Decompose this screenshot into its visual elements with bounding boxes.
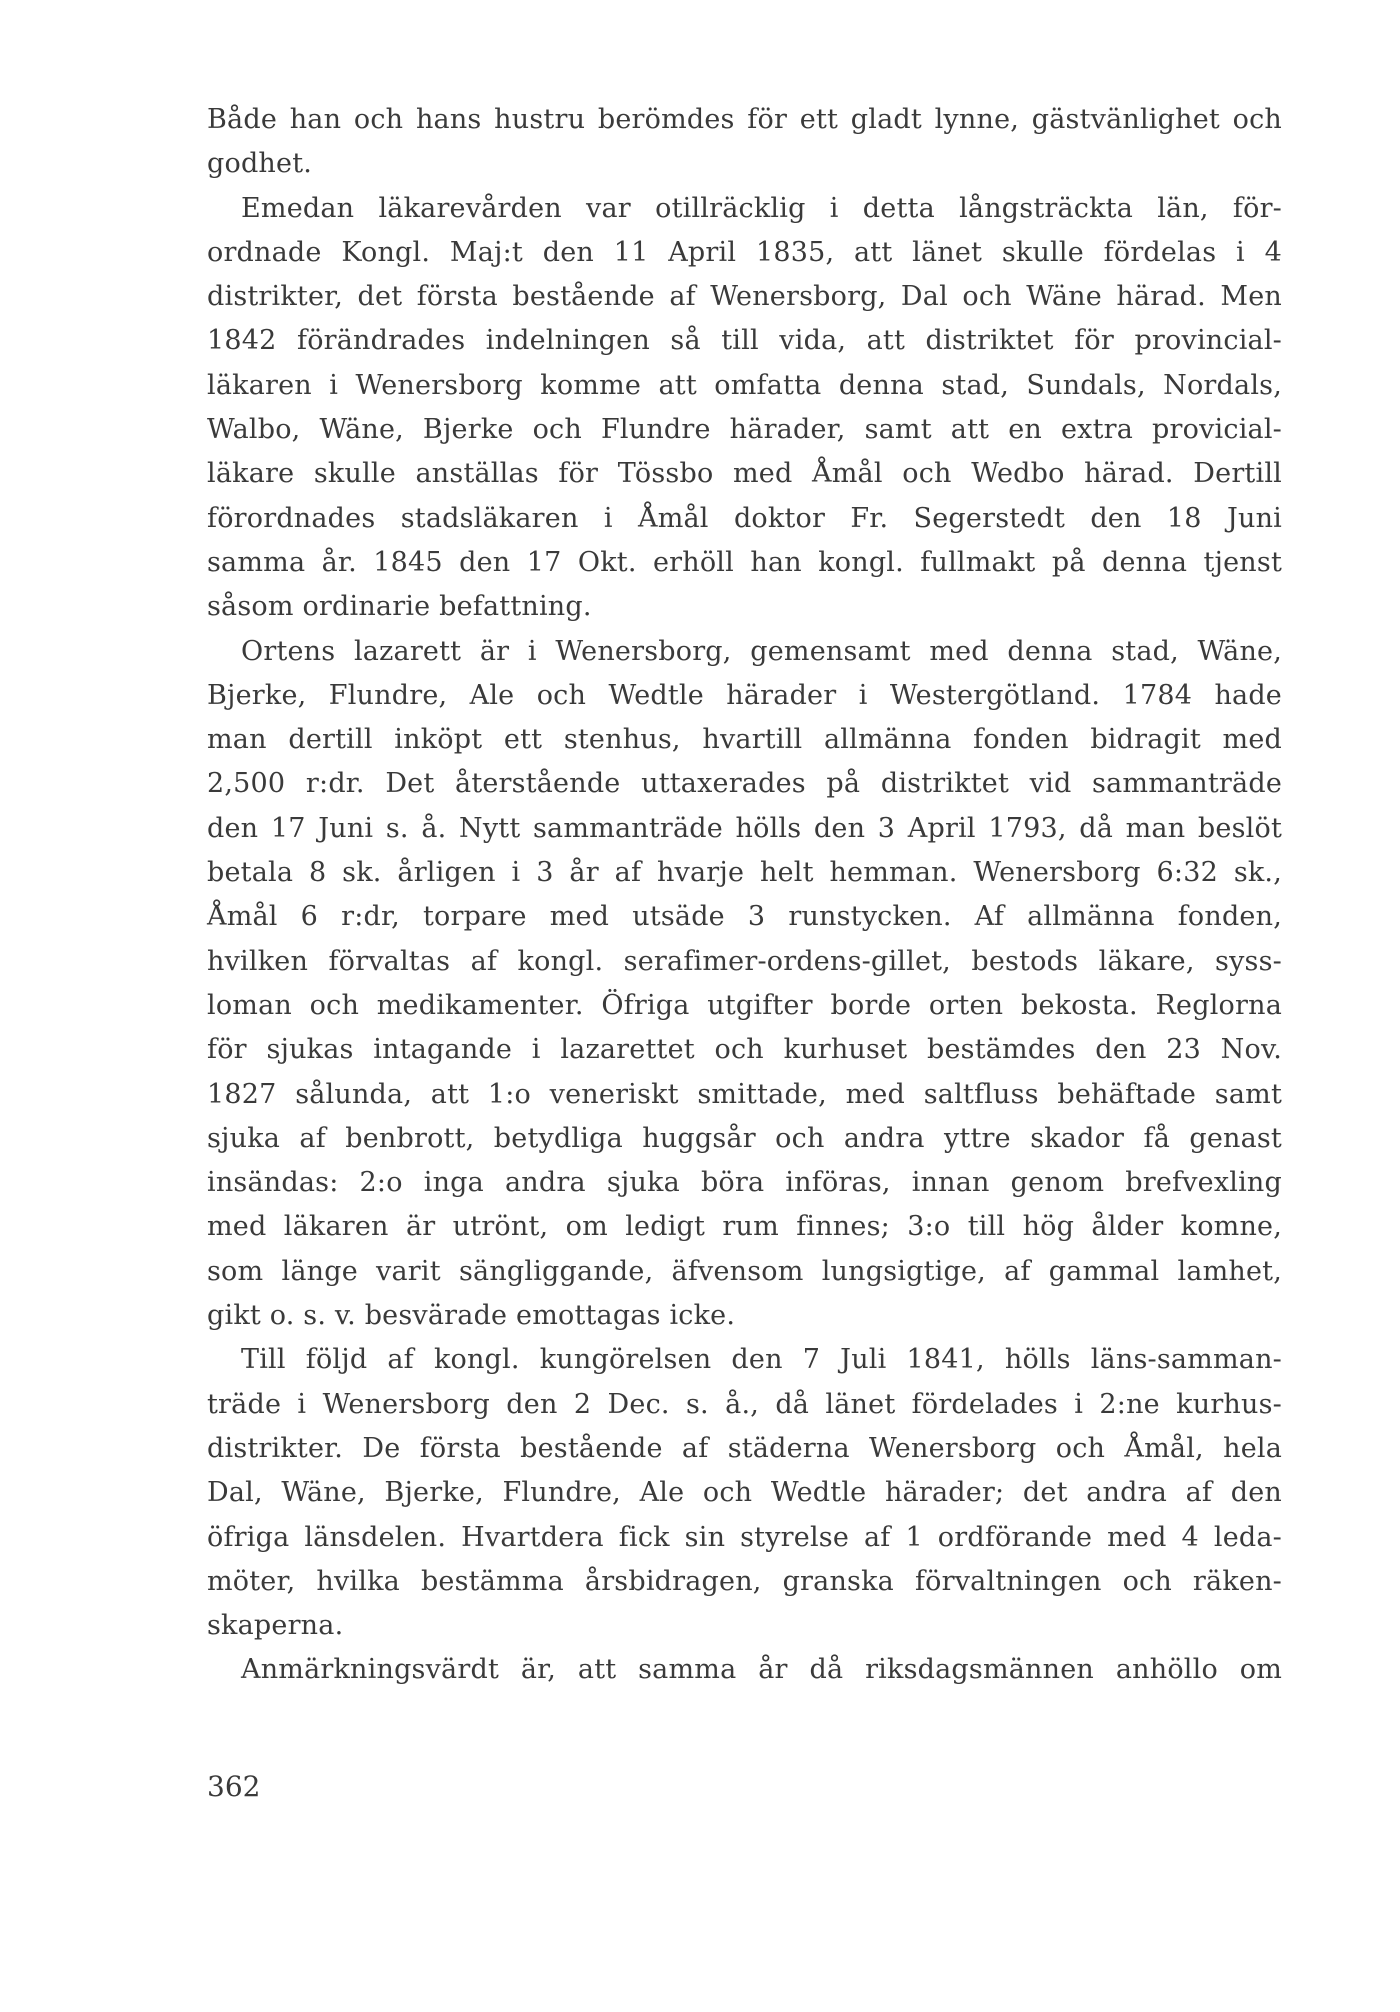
text-line: Walbo, Wäne, Bjerke och Flundre härader, samt att en extra provicial- [207,414,1282,446]
text-line: samma år. 1845 den 17 Okt. erhöll han kongl. fullmakt på denna tjenst [207,546,1282,578]
text-line: Åmål 6 r:dr, torpare med utsäde 3 runstycken. Af allmänna fonden, [207,901,1282,933]
text-line: träde i Wenersborg den 2 Dec. s. å., då länet fördelades i 2:ne kurhus- [207,1388,1282,1420]
text-line: insändas: 2:o inga andra sjuka böra införas, innan genom brefvexling [207,1167,1282,1199]
text-line: 2,500 r:dr. Det återstående uttaxerades på distriktet vid sammanträde [207,768,1282,800]
text-line: Ortens lazarett är i Wenersborg, gemensamt med denna stad, Wäne, [241,635,1282,667]
text-line: betala 8 sk. årligen i 3 år af hvarje helt hemman. Wenersborg 6:32 sk., [207,857,1282,889]
text-line: förordnades stadsläkaren i Åmål doktor Fr. Segerstedt den 18 Juni [207,502,1282,534]
text-line: skaperna. [207,1610,344,1642]
text-line: möter, hvilka bestämma årsbidragen, granska förvaltningen och räken- [207,1565,1282,1597]
body-text [207,98,1282,1693]
text-line: sjuka af benbrott, betydliga huggsår och andra yttre skador få genast [207,1122,1282,1154]
text-line: med läkaren är utrönt, om ledigt rum finnes; 3:o till hög ålder komne, [207,1211,1282,1243]
text-line: som länge varit sängliggande, äfvensom lungsigtige, af gammal lamhet, [207,1255,1282,1287]
text-line: såsom ordinarie befattning. [207,591,592,623]
text-line: 1827 sålunda, att 1:o veneriskt smittade, med saltfluss behäftade samt [207,1078,1282,1110]
text-line: 1842 förändrades indelningen så till vida, att distriktet för provincial- [207,325,1282,357]
text-line: gikt o. s. v. besvärade emottagas icke. [207,1300,736,1332]
text-line: för sjukas intagande i lazarettet och kurhuset bestämdes den 23 Nov. [207,1034,1282,1066]
text-line: ordnade Kongl. Maj:t den 11 April 1835, att länet skulle fördelas i 4 [207,236,1282,268]
text-line: distrikter, det första bestående af Wenersborg, Dal och Wäne härad. Men [207,281,1282,313]
text-line: loman och medikamenter. Öfriga utgifter borde orten bekosta. Reglorna [207,989,1282,1021]
text-line: man dertill inköpt ett stenhus, hvartill allmänna fonden bidragit med [207,724,1282,756]
text-line: läkare skulle anställas för Tössbo med Åmål och Wedbo härad. Dertill [207,458,1282,490]
text-line: öfriga länsdelen. Hvartdera fick sin styrelse af 1 ordförande med 4 leda- [207,1521,1282,1553]
text-line: Till följd af kongl. kungörelsen den 7 Juli 1841, hölls läns-samman- [241,1344,1282,1376]
text-line: den 17 Juni s. å. Nytt sammanträde hölls den 3 April 1793, då man beslöt [207,812,1282,844]
text-line: Anmärkningsvärdt är, att samma år då riksdagsmännen anhöllo om [241,1654,1282,1686]
text-line: läkaren i Wenersborg komme att omfatta denna stad, Sundals, Nordals, [207,369,1282,401]
text-line: hvilken förvaltas af kongl. serafimer-ordens-gillet, bestods läkare, syss- [207,945,1282,977]
text-line: Emedan läkarevården var otillräcklig i detta långsträckta län, för- [241,192,1282,224]
text-line: Dal, Wäne, Bjerke, Flundre, Ale och Wedtle härader; det andra af den [207,1477,1282,1509]
text-line: Bjerke, Flundre, Ale och Wedtle härader i Westergötland. 1784 hade [207,679,1282,711]
text-line: godhet. [207,148,313,180]
text-line: distrikter. De första bestående af städerna Wenersborg och Åmål, hela [207,1432,1282,1464]
page-number: 362 [207,1770,261,1803]
text-line: Både han och hans hustru berömdes för ett gladt lynne, gästvänlighet och [207,104,1282,135]
